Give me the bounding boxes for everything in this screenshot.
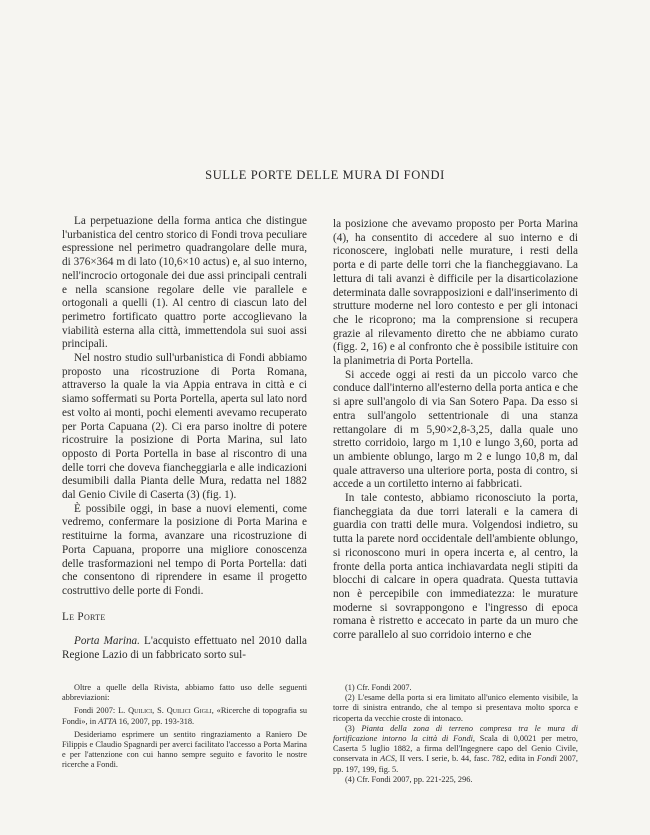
footnote-1: (1) Cfr. Fondi 2007.	[345, 683, 412, 692]
author-name: Quilici Gigli	[166, 706, 212, 716]
abbrev-text: 16, 2007, pp. 193-318.	[116, 716, 195, 726]
paragraph: Nel nostro studio sull'urbanistica di Fondi abbiamo proposto una ricostruzione di Porta Romana, attraverso la quale la via Appia entrava in città e ci siamo soffermati su Porta Portella, aperta sul lato nord est volto ai monti, pochi elementi avevamo recuperato per Porta Capuana (2). Ci era parso inoltre di potere ricostruire la posizione di Porta Marina, sul lato opposto di Porta Portella in base al riscontro di una delle torri che doveva fiancheggiarla e alle indicazioni desumibili dalla Pianta delle Mura, redatta nel 1882 dal Genio Civile di Caserta (3) (fig. 1).	[62, 352, 307, 502]
abbrev-text: Fondi 2007: L.	[74, 706, 129, 716]
left-text-column	[62, 215, 307, 663]
abbreviation-entry	[62, 706, 307, 726]
paragraph: La perpetuazione della forma antica che distingue l'urbanistica del centro storico di Fondi trova peculiare espressione nel perimetro quadrangolare delle mura, di 376×364 m di lato (10,6×10 actus) e, al suo interno, nell'incrocio ortogonale dei due assi principali centrali e nella scansione regolare delle vie parallele e ortogonali a quelli (1). Al centro di ciascun lato del perimetro fortificato quattro porte accoglievano la viabilità esterna alla città, immettendola sui suoi assi principali.	[62, 215, 307, 351]
footnote-title: Pianta della zona di terreno compresa tra le mura di fortificazione intorno la città di Fondi	[333, 723, 578, 744]
footnote-text: (3)	[345, 723, 362, 733]
abbreviations-intro: Oltre a quelle della Rivista, abbiamo fatto uso delle seguenti abbreviazioni:	[62, 683, 307, 703]
footnote-text: , Scala di 0,0021 per metro, Caserta 5 luglio 1882, a firma dell'Ingegnere capo del Genio Civile, conservata in	[333, 734, 578, 764]
footnote-3	[333, 724, 578, 775]
acknowledgements: Desideriamo esprimere un sentito ringraziamento a Raniero De Filippis e Claudio Spagnardi per averci facilitato l'accesso a Porta Marina e per l'attenzione con cui hanno sempre seguito e favorito le nostre ricerche a Fondi.	[62, 729, 307, 770]
abbrev-text: , «Ricerche di topografia su Fondi», in	[62, 706, 307, 726]
notes-left	[62, 683, 307, 774]
abbrev-text: , S.	[152, 706, 167, 716]
section-heading: Le Porte	[62, 610, 106, 623]
subsection-title: Porta Marina.	[74, 635, 140, 648]
author-name: Quilici	[128, 706, 153, 716]
page-title: SULLE PORTE DELLE MURA DI FONDI	[205, 168, 445, 182]
paragraph: È possibile oggi, in base a nuovi elementi, come vedremo, confermare la posizione di Porta Marina e restituirne la forma, avanzare una ricostruzione di Porta Capuana, proporre una migliore conoscenza delle trasformazioni nel tempo di Porta Portella: dati che consentono di riprendere in esame il progetto costruttivo delle porte di Fondi.	[62, 502, 307, 597]
footnote-text: 2007, pp. 197, 199, fig. 5.	[333, 754, 579, 774]
paragraph	[62, 635, 307, 662]
footnotes	[333, 683, 578, 785]
paragraph: In tale contesto, abbiamo riconosciuto la porta, fiancheggiata da due torri laterali e la camera di guardia con tratti delle mura. Volgendosi indietro, su tutta la parete nord occidentale dell'ambiente oblungo, si riconoscono muri in opera incerta e, al centro, la fronte della porta antica inchiavardata negli stipiti da blocchi di calcare in opera quadrata. Questa tuttavia non è percepibile con immediatezza: le murature moderne si sovrappongono e l'ingresso di epoca romana è ristretto e accecato in parte da un muro che corre parallelo al suo corridoio interno e che	[333, 492, 578, 642]
right-text-column	[333, 218, 578, 643]
paragraph: Si accede oggi ai resti da un piccolo varco che conduce dall'interno all'esterno della porta antica e che si apre sull'angolo di via San Sotero Papa. Da esso si entra sull'angolo settentrionale di una stanza rettangolare di m 5,90×2,8-3,25, dalla quale uno stretto corridoio, largo m 1,10 e lungo 3,60, porta ad un ambiente oblungo, largo m 2 e lungo 10,8 m, dal quale attraverso una ulteriore porta, posta di contro, si accede a un cortiletto interno ai fabbricati.	[333, 368, 578, 491]
archive-name: ACS	[380, 754, 395, 764]
footnote-4: (4) Cfr. Fondi 2007, pp. 221-225, 296.	[345, 774, 473, 784]
reference-title: Fondi	[536, 754, 557, 764]
journal-name: ATTA	[98, 716, 117, 726]
footnote-text: , II vers. I serie, b. 44, fasc. 782, edita in	[394, 754, 537, 764]
footnote-2: (2) L'esame della porta si era limitato all'unico elemento visibile, la torre di sinistra entrando, che al tempo si presentava molto sporca e ricoperta da vecchie croste di intonaco.	[333, 693, 578, 723]
paragraph-text: L'acquisto effettuato nel 2010 dalla Regione Lazio di un fabbricato sorto sul-	[62, 635, 308, 662]
paragraph: la posizione che avevamo proposto per Porta Marina (4), ha consentito di accedere al suo interno e di riconoscere, inglobati nelle murature, i resti della porta e di parte delle torri che la fiancheggiavano. La lettura di tali avanzi è difficile per la disarticolazione determinata dalle sovrapposizioni e dall'inserimento di strutture moderne nel loro contesto e per gli intonaci che le ricoprono; ma la comprensione si recupera grazie al rilevamento diretto che ne abbiamo curato (figg. 2, 16) e al confronto che è possibile istituire con la planimetria di Porta Portella.	[333, 218, 578, 368]
